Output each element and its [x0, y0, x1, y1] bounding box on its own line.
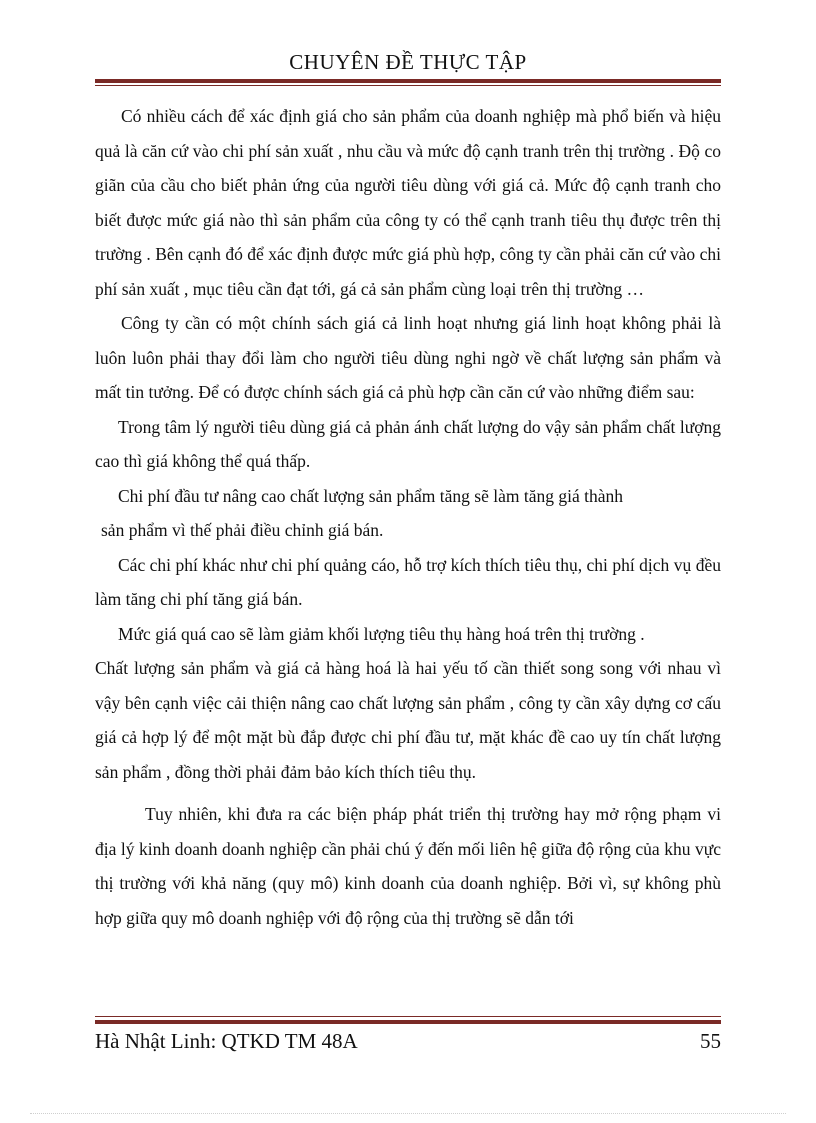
footer-rule-thick — [95, 1020, 721, 1024]
paragraph: Các chi phí khác như chi phí quảng cáo, hỗ trợ kích thích tiêu thụ, chi phí dịch vụ đều làm tăng chi phí tăng giá bán. — [95, 554, 721, 609]
paragraph: Trong tâm lý người tiêu dùng giá cả phản ánh chất lượng do vậy sản phẩm chất lượng cao thì giá không thể quá thấp. — [95, 416, 721, 471]
page-bottom-border — [30, 1113, 786, 1114]
header-rule-thick — [95, 79, 721, 83]
paragraph: Mức giá quá cao sẽ làm giảm khối lượng tiêu thụ hàng hoá trên thị trường . — [118, 623, 645, 644]
paragraph: Chất lượng sản phẩm và giá cả hàng hoá là hai yếu tố cần thiết song song với nhau vì vậy bên cạnh việc cải thiện nâng cao chất lượng sản phẩm , công ty cần xây dựng cơ cấu giá cả hợp lý để một mặt bù đắp được chi phí đầu tư, mặt khác đề cao uy tín chất lượng sản phẩm , đồng thời phải đảm bảo kích thích tiêu thụ. — [95, 658, 721, 782]
body-text — [95, 99, 721, 935]
page-number: 55 — [700, 1029, 721, 1053]
page-header-title: CHUYÊN ĐỀ THỰC TẬP — [289, 50, 527, 74]
paragraph: Có nhiều cách để xác định giá cho sản phẩm của doanh nghiệp mà phổ biến và hiệu quả là căn cứ vào chi phí sản xuất , nhu cầu và mức độ cạnh tranh trên thị trường . Độ co giãn của cầu cho biết phản ứng của người tiêu dùng với giá cả. Mức độ cạnh tranh cho biết được mức giá nào thì sản phẩm của công ty có thể cạnh tranh tiêu thụ được trên thị trường . Bên cạnh đó để xác định được mức giá phù hợp, công ty cần phải căn cứ vào chi phí sản xuất , mục tiêu cần đạt tới, gá cả sản phẩm cùng loại trên thị trường … — [95, 106, 721, 299]
paragraph: Chi phí đầu tư nâng cao chất lượng sản phẩm tăng sẽ làm tăng giá thành — [118, 485, 623, 506]
footer-rule-thin — [95, 1016, 721, 1017]
footer-author: Hà Nhật Linh: QTKD TM 48A — [95, 1029, 358, 1053]
paragraph: sản phẩm vì thế phải điều chỉnh giá bán. — [101, 520, 384, 540]
header-rule-thin — [95, 85, 721, 86]
paragraph: Công ty cần có một chính sách giá cả linh hoạt nhưng giá linh hoạt không phải là luôn luôn phải thay đổi làm cho người tiêu dùng nghi ngờ về chất lượng sản phẩm và mất tin tưởng. Để có được chính sách giá cả phù hợp cần căn cứ vào những điểm sau: — [95, 313, 721, 402]
paragraph-gap — [95, 789, 721, 797]
paragraph: Tuy nhiên, khi đưa ra các biện pháp phát triển thị trường hay mở rộng phạm vi địa lý kinh doanh doanh nghiệp cần phải chú ý đến mối liên hệ giữa độ rộng của khu vực thị trường với khả năng (quy mô) kinh doanh của doanh nghiệp. Bởi vì, sự không phù hợp giữa quy mô doanh nghiệp với độ rộng của thị trường sẽ dẫn tới — [95, 804, 721, 928]
